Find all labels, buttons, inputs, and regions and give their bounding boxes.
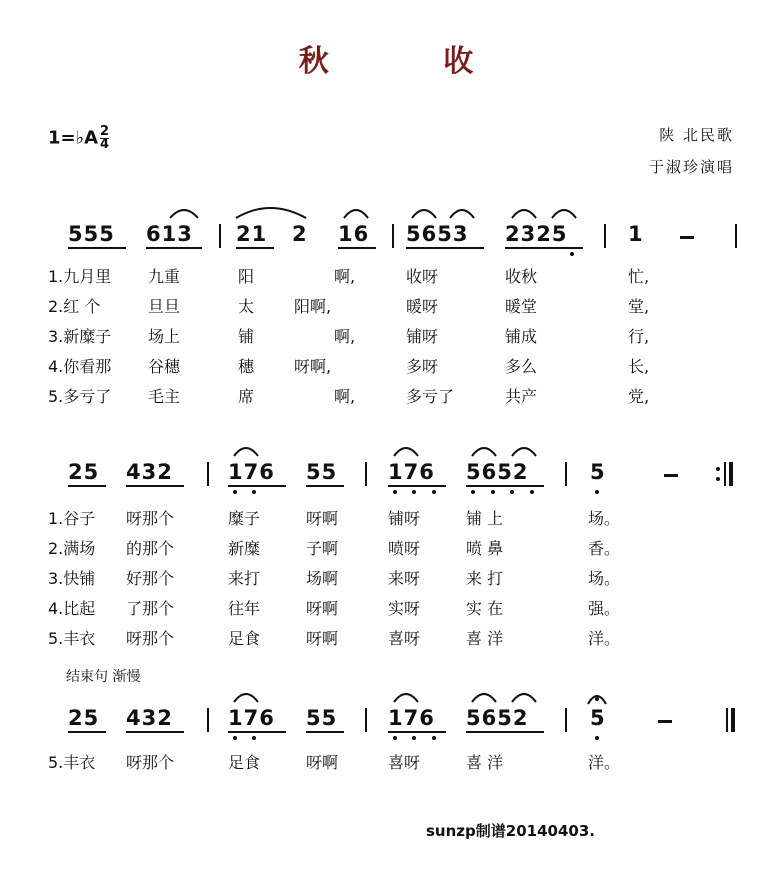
note-group: 16 (338, 222, 370, 246)
lyric-cell: 席 (238, 387, 255, 406)
lyric-cell: 1.九月里 (48, 267, 112, 286)
lyric-cell: 收秋 (505, 267, 538, 286)
lyric-cell: 来呀 (388, 569, 421, 588)
note-group: 5653 (406, 222, 469, 246)
lyric-cell: 穗 (238, 357, 255, 376)
note-group: 5652 (466, 460, 529, 484)
lyric-cell: 场。 (588, 569, 621, 588)
lyric-cell: 喜呀 (388, 753, 421, 772)
lyric-cell: 呀啊 (306, 753, 339, 772)
note-group: 5 (590, 706, 606, 730)
lyric-cell: 了那个 (126, 599, 175, 618)
lyric-cell: 来 打 (466, 569, 504, 588)
song-title: 秋 收 (298, 44, 526, 79)
lyric-cell: 足食 (228, 753, 261, 772)
lyric-cell: 谷穗 (148, 357, 181, 376)
note-group: 2 (292, 222, 308, 246)
lyric-cell: 来打 (228, 569, 261, 588)
lyric-cell: 喜 洋 (466, 629, 504, 648)
note-group: 176 (388, 706, 435, 730)
lyric-cell: 4.你看那 (48, 357, 112, 376)
lyric-cell: 3.快铺 (48, 569, 96, 588)
note-group: 25 (68, 706, 100, 730)
note-group: 2325 (505, 222, 568, 246)
lyric-cell: 喜 洋 (466, 753, 504, 772)
lyric-cell: 呀那个 (126, 753, 175, 772)
lyric-cell: 啊, (334, 327, 356, 346)
lyric-cell: 场上 (148, 327, 181, 346)
note-group: 21 (236, 222, 268, 246)
lyric-cell: 香。 (588, 539, 621, 558)
lyric-cell: 的那个 (126, 539, 175, 558)
tie-arc (472, 694, 496, 702)
tie-arc (394, 694, 418, 702)
note-group: 613 (146, 222, 193, 246)
lyric-cell: 铺 (238, 327, 255, 346)
time-bottom: 4 (100, 137, 110, 152)
lyric-cell: 实 在 (466, 599, 504, 618)
lyric-cell: 场啊 (306, 569, 339, 588)
lyric-cell: 阳 (238, 267, 255, 286)
lyric-cell: 铺成 (505, 327, 538, 346)
lyric-cell: 喷 鼻 (466, 539, 504, 558)
lyric-cell: 2.红 个 (48, 297, 101, 316)
lyric-cell: 暖呀 (406, 297, 439, 316)
transcriber-signature: sunzp制谱20140403. (426, 822, 595, 840)
note-group: 555 (68, 222, 115, 246)
time-top: 2 (100, 124, 110, 139)
lyric-cell: 党, (628, 387, 650, 406)
note-group: 176 (228, 706, 275, 730)
lyric-cell: 阳啊, (294, 297, 332, 316)
lyric-cell: 行, (628, 327, 650, 346)
lyric-cell: 足食 (228, 629, 261, 648)
note-group: 25 (68, 460, 100, 484)
lyric-cell: 子啊 (306, 539, 339, 558)
lyric-cell: 往年 (228, 599, 261, 618)
lyric-cell: 呀那个 (126, 629, 175, 648)
lyric-cell: 多么 (505, 357, 538, 376)
note-group: 432 (126, 460, 173, 484)
lyric-cell: 九重 (148, 267, 181, 286)
lyric-cell: 4.比起 (48, 599, 96, 618)
credit-singer: 于淑珍演唱 (648, 158, 734, 176)
lyric-cell: 强。 (588, 599, 621, 618)
lyric-cell: 5.丰衣 (48, 753, 96, 772)
note-group: 432 (126, 706, 173, 730)
lyric-cell: 2.满场 (48, 539, 96, 558)
lyric-cell: 新糜 (228, 539, 261, 558)
lyric-cell: 忙, (628, 267, 650, 286)
lyric-cell: 喜呀 (388, 629, 421, 648)
lyric-cell: 呀啊 (306, 509, 339, 528)
tie-arc (234, 694, 258, 702)
lyric-cell: 铺呀 (388, 509, 421, 528)
lyric-cell: 多亏了 (406, 387, 455, 406)
lyric-cell: 旦旦 (148, 297, 181, 316)
lyric-cell: 堂, (628, 297, 650, 316)
tie-arc (512, 694, 536, 702)
lyric-cell: 呀那个 (126, 509, 175, 528)
lyric-cell: 呀啊, (294, 357, 332, 376)
lyric-cell: 场。 (588, 509, 621, 528)
lyric-cell: 洋。 (588, 753, 621, 772)
note-group: 55 (306, 460, 338, 484)
note-group: 176 (228, 460, 275, 484)
lyric-cell: 糜子 (228, 509, 261, 528)
lyric-cell: 1.谷子 (48, 509, 96, 528)
lyric-cell: 啊, (334, 387, 356, 406)
lyric-cell: 3.新糜子 (48, 327, 112, 346)
lyric-cell: 收呀 (406, 267, 439, 286)
lyric-cell: 多呀 (406, 357, 439, 376)
lyric-cell: 铺 上 (466, 509, 504, 528)
note-group: 5 (590, 460, 606, 484)
lyric-cell: 毛主 (148, 387, 181, 406)
lyric-cell: 太 (238, 297, 255, 316)
lyric-cell: 共产 (505, 387, 538, 406)
lyric-cell: 暖堂 (505, 297, 538, 316)
lyric-cell: 好那个 (126, 569, 175, 588)
lyric-cell: 喷呀 (388, 539, 421, 558)
lyric-cell: 铺呀 (406, 327, 439, 346)
lyric-cell: 长, (628, 357, 650, 376)
lyric-cell: 啊, (334, 267, 356, 286)
lyric-cell: 5.丰衣 (48, 629, 96, 648)
lyric-cell: 呀啊 (306, 629, 339, 648)
lyric-cell: 呀啊 (306, 599, 339, 618)
note-group: 1 (628, 222, 644, 246)
ending-label: 结束句 渐慢 (66, 669, 141, 685)
lyric-cell: 实呀 (388, 599, 421, 618)
fermata-dot (595, 697, 599, 701)
lyric-cell: 5.多亏了 (48, 387, 112, 406)
credit-origin: 陕 北民歌 (659, 126, 734, 144)
lyric-cell: 洋。 (588, 629, 621, 648)
note-group: 55 (306, 706, 338, 730)
note-group: 176 (388, 460, 435, 484)
note-group: 5652 (466, 706, 529, 730)
key-text: 1=♭A (48, 127, 99, 149)
